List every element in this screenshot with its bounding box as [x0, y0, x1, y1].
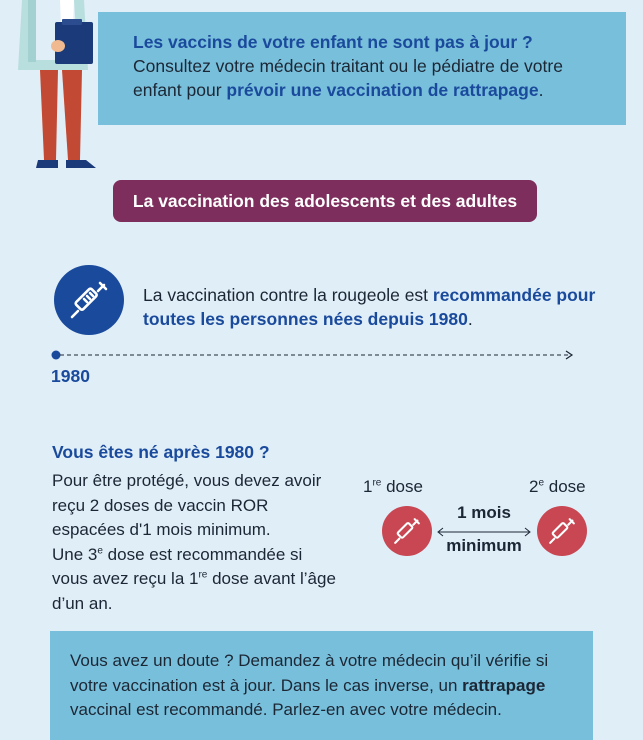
syringe-icon	[66, 277, 112, 323]
born-after-line2-a: Une 3	[52, 544, 98, 564]
born-after-line2-b: dose est recommandée si vous avez reçu la 1	[52, 544, 303, 588]
alert-body-highlight: prévoir une vaccination de rattrapage	[226, 80, 539, 100]
timeline-line	[50, 348, 580, 362]
doubt-highlight: rattrapage	[462, 675, 546, 695]
syringe-icon	[391, 515, 423, 547]
doctor-illustration	[0, 0, 110, 172]
doubt-prefix: Vous avez un doute ? Demandez à votre médecin qu’il vérifie si votre vaccination est à jour. Dans le cas inverse, un	[70, 651, 549, 695]
recommendation-highlight: recommandée pour toutes les personnes nées depuis 1980	[143, 285, 596, 329]
born-after-line1: Pour être protégé, vous devez avoir reçu 2 doses de vaccin ROR espacées d'1 mois minimum.	[52, 471, 322, 539]
section-banner: La vaccination des adolescents et des adultes	[113, 180, 537, 222]
dose2-badge	[537, 506, 587, 556]
interval-label-bottom: minimum	[446, 536, 522, 555]
recommendation-prefix: La vaccination contre la rougeole est	[143, 285, 433, 305]
doubt-suffix: vaccinal est recommandé. Parlez-en avec votre médecin.	[70, 700, 502, 719]
dose1-label: 1re dose	[363, 477, 423, 496]
alert-title: Les vaccins de votre enfant ne sont pas à jour ?	[133, 32, 533, 52]
recommendation-suffix: .	[467, 309, 473, 329]
born-after-sup-a: e	[97, 544, 103, 556]
timeline-start-dot	[52, 351, 61, 360]
doubt-text	[70, 649, 582, 723]
alert-text	[133, 30, 613, 102]
alert-body-suffix: .	[538, 80, 544, 100]
dose2-label: 2e dose	[529, 477, 586, 496]
born-after-body	[52, 469, 342, 616]
born-after-title: Vous êtes né après 1980 ?	[52, 442, 270, 462]
born-after-line2-c: dose avant l’âge d’un an.	[52, 569, 336, 613]
syringe-icon	[546, 515, 578, 547]
alert-body-prefix: Consultez votre médecin traitant ou le pédiatre de votre enfant pour	[133, 56, 563, 100]
born-after-sup-b: re	[198, 569, 208, 581]
recommendation-text	[143, 283, 613, 331]
dose1-badge	[382, 506, 432, 556]
syringe-badge	[54, 265, 124, 335]
interval-label-top: 1 mois	[457, 503, 511, 522]
timeline-year: 1980	[51, 366, 90, 386]
